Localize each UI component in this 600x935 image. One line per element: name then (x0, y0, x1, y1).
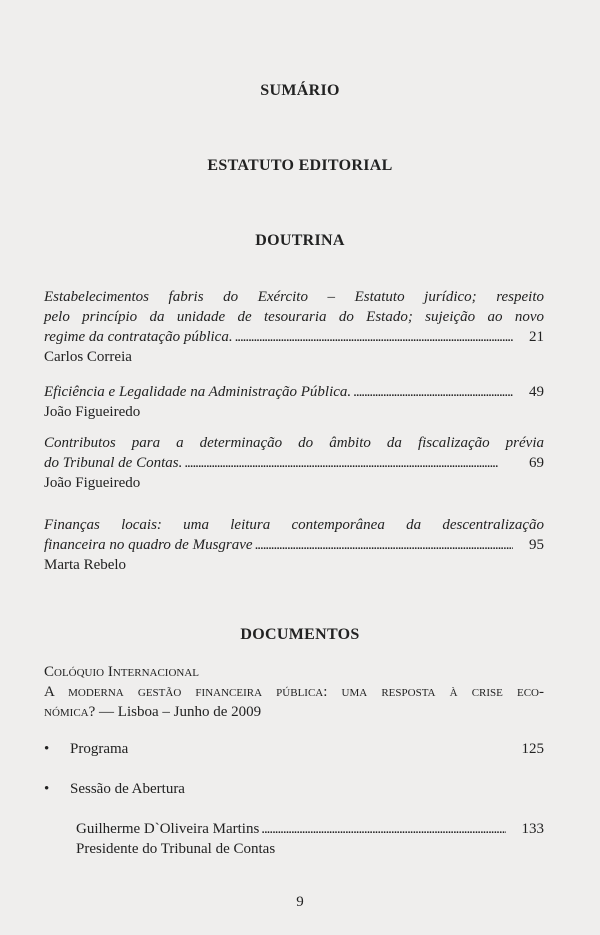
speaker-name: Guilherme D`Oliveira Martins (76, 821, 260, 837)
toc-entry-1[interactable] (44, 287, 544, 367)
toc-entry-4[interactable] (44, 515, 544, 575)
entry-page-number: 125 (521, 741, 544, 757)
event-title-line: nómica? (44, 704, 96, 720)
item-label: Programa (70, 741, 129, 757)
speaker-role: Presidente do Tribunal de Contas (76, 841, 276, 857)
heading-estatuto-editorial: ESTATUTO EDITORIAL (207, 157, 393, 174)
event-title-line: A moderna gestão financeira pública: uma resposta à crise eco- (44, 684, 544, 700)
dot-leader (353, 382, 513, 402)
dot-leader (235, 327, 513, 347)
event-block (44, 662, 544, 722)
item-label: Sessão de Abertura (70, 781, 185, 797)
dot-leader (184, 453, 513, 473)
entry-author: João Figueiredo (44, 475, 141, 491)
event-place-date: — Lisboa – Junho de 2009 (95, 704, 262, 720)
toc-entry-3[interactable] (44, 433, 544, 493)
bullet-icon: • (44, 741, 50, 757)
page-number: 9 (296, 894, 304, 910)
entry-author: Carlos Correia (44, 349, 132, 365)
toc-item-sessao-abertura[interactable] (44, 779, 544, 799)
entry-author: Marta Rebelo (44, 557, 127, 573)
event-label: Colóquio Internacional (44, 664, 200, 680)
entry-title-line: pelo princípio da unidade de tesouraria do Estado; sujeição ao novo (44, 309, 544, 325)
entry-page-number: 21 (529, 329, 544, 345)
heading-documentos: DOCUMENTOS (240, 626, 360, 643)
entry-title-line: financeira no quadro de Musgrave (44, 537, 253, 553)
dot-leader (261, 819, 505, 839)
bullet-icon: • (44, 781, 50, 797)
entry-title-line: do Tribunal de Contas. (44, 455, 183, 471)
entry-title-line: Eficiência e Legalidade na Administração Pública. (44, 384, 352, 400)
toc-entry-speaker[interactable] (76, 819, 544, 859)
entry-author: João Figueiredo (44, 404, 141, 420)
heading-doutrina: DOUTRINA (255, 232, 345, 249)
entry-page-number: 95 (529, 537, 544, 553)
entry-page-number: 69 (529, 455, 544, 471)
toc-item-programa[interactable] (44, 739, 544, 759)
dot-leader (255, 535, 513, 555)
entry-title-line: Estabelecimentos fabris do Exército – Estatuto jurídico; respeito (44, 289, 544, 305)
entry-title-line: Finanças locais: uma leitura contemporânea da descentralização (44, 517, 544, 533)
entry-title-line: regime da contratação pública. (44, 329, 233, 345)
heading-sumario: SUMÁRIO (260, 82, 340, 99)
entry-title-line: Contributos para a determinação do âmbito da fiscalização prévia (44, 435, 544, 451)
entry-page-number: 49 (529, 384, 544, 400)
toc-entry-2[interactable] (44, 382, 544, 422)
entry-page-number: 133 (521, 821, 544, 837)
